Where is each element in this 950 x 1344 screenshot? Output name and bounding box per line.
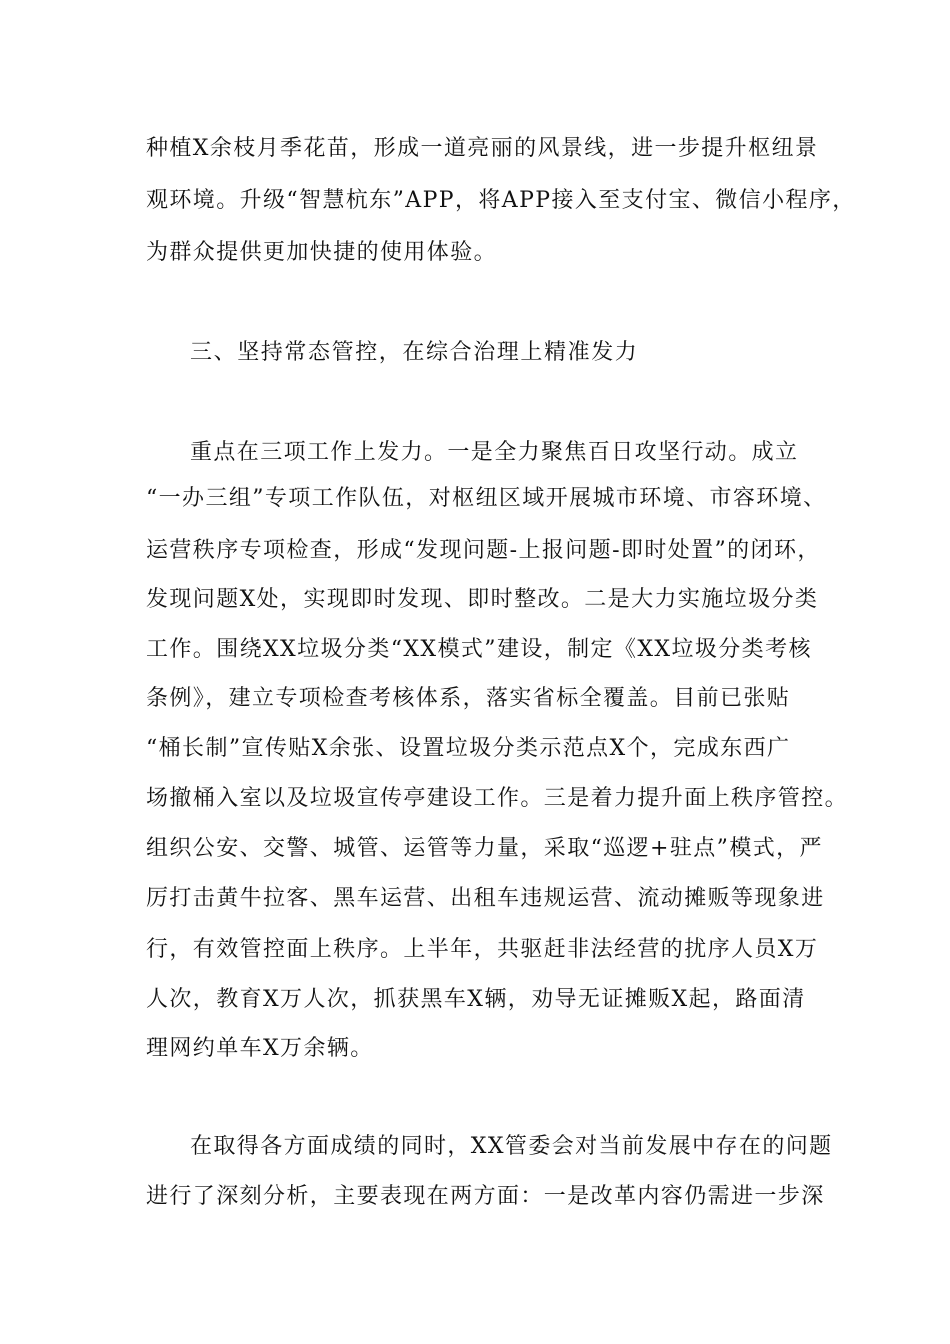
text-line: 行，有效管控面上秩序。上半年，共驱赶非法经营的扰序人员X万: [146, 937, 819, 962]
text-line: “一办三组”专项工作队伍，对枢纽区域开展城市环境、市容环境、: [146, 486, 827, 511]
text-line: 理网约单车X万余辆。: [146, 1036, 374, 1061]
text-line: “桶长制”宣传贴X余张、设置垃圾分类示范点X个，完成东西广: [146, 736, 791, 761]
text-line: 组织公安、交警、城管、运管等力量，采取“巡逻+驻点”模式，严: [146, 836, 823, 861]
section-heading: 三、坚持常态管控，在综合治理上精准发力: [190, 340, 639, 365]
text-line: 厉打击黄牛拉客、黑车运营、出租车违规运营、流动摊贩等现象进: [146, 886, 825, 911]
text-line: 工作。围绕XX垃圾分类“XX模式”建设，制定《XX垃圾分类考核: [146, 637, 812, 662]
text-line: 发现问题X处，实现即时发现、即时整改。二是大力实施垃圾分类: [146, 587, 819, 612]
text-line: 为群众提供更加快捷的使用体验。: [146, 240, 498, 265]
text-line: 人次，教育X万人次，抓获黑车X辆，劝导无证摊贩X起，路面清: [146, 987, 806, 1012]
text-line: 在取得各方面成绩的同时，XX管委会对当前发展中存在的问题: [190, 1134, 833, 1159]
text-line: 条例》，建立专项检查考核体系，落实省标全覆盖。目前已张贴: [146, 686, 791, 711]
text-line: 进行了深刻分析，主要表现在两方面：一是改革内容仍需进一步深: [146, 1184, 825, 1209]
text-line: 重点在三项工作上发力。一是全力聚焦百日攻坚行动。成立: [190, 440, 799, 465]
text-line: 运营秩序专项检查，形成“发现问题-上报问题-即时处置”的闭环，: [146, 538, 821, 563]
text-line: 种植X余枝月季花苗，形成一道亮丽的风景线，进一步提升枢纽景: [146, 136, 819, 161]
text-line: 观环境。升级“智慧杭东”APP，将APP接入至支付宝、微信小程序，: [146, 188, 856, 213]
text-line: 场撤桶入室以及垃圾宣传亭建设工作。三是着力提升面上秩序管控。: [146, 786, 849, 811]
